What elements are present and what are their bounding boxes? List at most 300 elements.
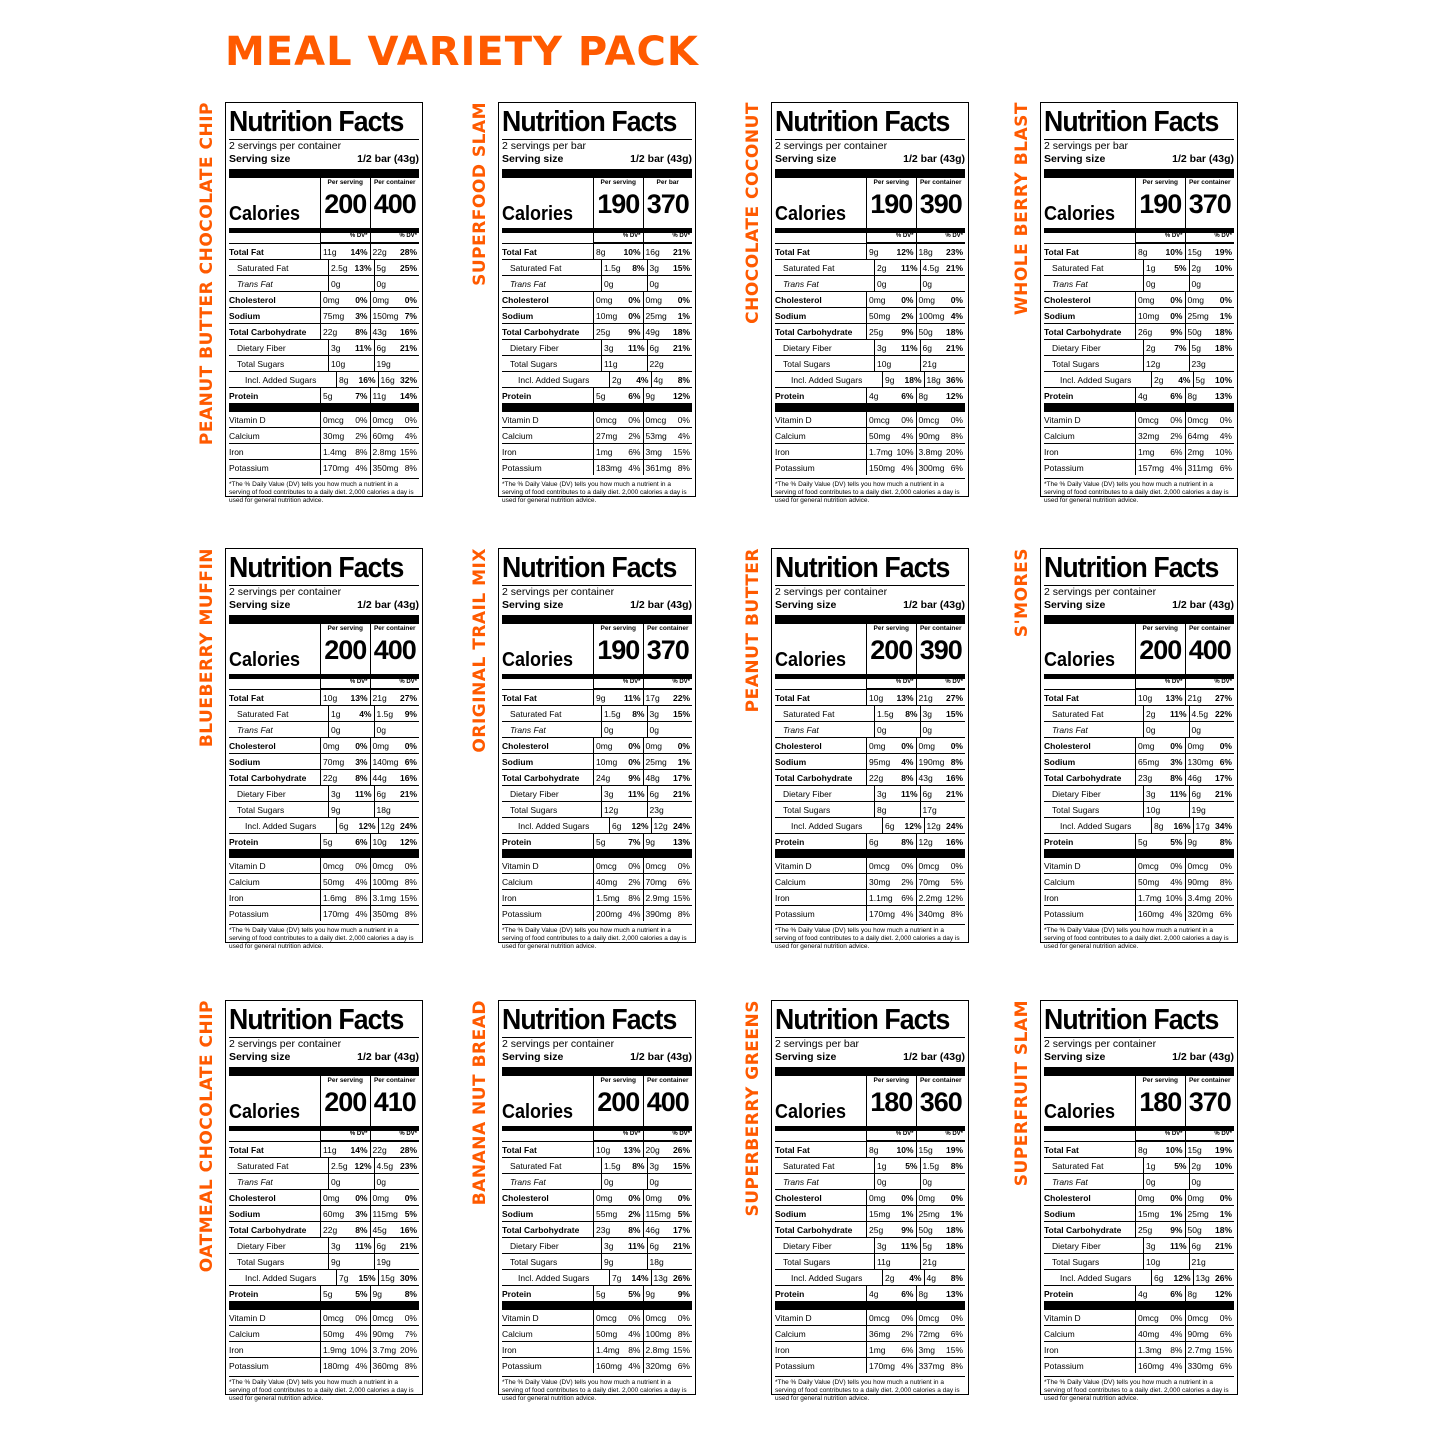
amount-per-serving: 1mg [1138,447,1155,457]
nutrition-facts-label [771,1000,969,1402]
amount-per-container: 6g [649,343,659,353]
vitamin-name: Calcium [502,877,533,887]
vitamin-row [775,857,965,873]
amount-per-serving: 0g [1146,1177,1156,1187]
dv-per-serving: 5% [1170,837,1183,847]
nutrient-row [229,1141,419,1157]
nutrient-name: Sodium [229,311,261,321]
vitamin-rows [502,411,692,475]
nutrient-name: Protein [1044,1289,1074,1299]
dv-per-container: 4% [1219,431,1232,441]
amount-per-serving: 36mg [869,1329,891,1339]
nutrient-name: Incl. Added Sugars [1060,821,1132,831]
amount-per-serving: 3g [1146,789,1156,799]
dv-per-serving: 0% [355,295,368,305]
calories-label: Calories [229,203,301,225]
amount-per-serving: 8g [1138,1145,1148,1155]
nutrition-facts-label [498,548,696,950]
dv-per-serving: 11% [354,789,372,799]
dv-per-serving: 11% [1169,709,1187,719]
nutrient-row [1044,1237,1234,1253]
nutrient-name: Protein [1044,837,1074,847]
amount-per-container: 3.4mg [1187,893,1212,903]
amount-per-serving: 0g [1146,725,1156,735]
vitamin-row [1044,443,1234,459]
amount-per-serving: 4g [869,1289,879,1299]
dv-per-container: 15% [672,1161,690,1171]
nutrient-row [229,833,419,849]
vitamin-rows [502,857,692,921]
dv-footnote: *The % Daily Value (DV) tells you how much a nutrient in a serving of food contributes to a daily diet. 2,000 calories a day is used for general nutrition advice. [229,924,419,951]
amount-per-container: 8g [1187,1289,1197,1299]
vitamin-name: Calcium [775,1329,806,1339]
amount-per-serving: 10mg [1138,311,1160,321]
dv-per-serving: 2% [1170,431,1183,441]
nutrient-name: Total Fat [229,247,264,257]
nutrient-row [775,689,965,705]
dv-per-serving: 11% [627,1241,645,1251]
calories-label: Calories [775,203,847,225]
nutrient-name: Trans Fat [510,1177,546,1187]
calories-label: Calories [1044,649,1116,671]
vitamin-name: Vitamin D [229,1313,266,1323]
nutrient-name: Sodium [502,311,534,321]
nutrient-name: Cholesterol [502,295,549,305]
amount-per-serving: 1.7mg [1138,893,1162,903]
amount-per-container: 3g [649,709,659,719]
dv-header: % DV* [643,679,693,689]
dv-per-container: 12% [945,893,963,903]
vitamin-row [775,873,965,889]
dv-per-serving: 13% [350,693,368,703]
serving-size-row [1044,153,1234,166]
vitamin-row [502,905,692,921]
nutrient-name: Sodium [775,1209,807,1219]
amount-per-container: 0mcg [372,1313,394,1323]
dv-per-serving: 4% [1178,375,1191,385]
vitamin-row [229,873,419,889]
vitamin-row [1044,411,1234,427]
vitamin-name: Iron [775,893,790,903]
amount-per-serving: 6g [339,821,349,831]
vitamin-rows [775,411,965,475]
amount-per-container: 0mg [372,741,390,751]
dv-per-container: 15% [945,709,963,719]
amount-per-container: 8g [918,1289,928,1299]
dv-per-serving: 13% [896,693,914,703]
amount-per-container: 6g [376,343,386,353]
dv-footnote: *The % Daily Value (DV) tells you how much a nutrient in a serving of food contributes to a daily diet. 2,000 calories a day is used for general nutrition advice. [229,1376,419,1403]
nutrient-name: Trans Fat [783,725,819,735]
dv-per-container: 12% [399,837,417,847]
per-serving-header: Per serving [873,1077,909,1084]
nutrient-name: Trans Fat [1052,1177,1088,1187]
amount-per-serving: 4g [1138,391,1148,401]
dv-per-serving: 4% [901,431,914,441]
serving-size-value: 1/2 bar (43g) [1172,153,1234,165]
amount-per-serving: 1.5g [604,1161,621,1171]
amount-per-serving: 0mcg [596,861,617,871]
dv-per-serving: 9% [628,327,641,337]
dv-header: % DV* [866,679,916,689]
dv-per-container: 0% [404,741,417,751]
nutrient-row [1044,1173,1234,1189]
amount-per-container: 0g [376,725,386,735]
amount-per-container: 330mg [1187,1361,1214,1371]
serving-size-value: 1/2 bar (43g) [630,1051,692,1063]
amount-per-serving: 0g [604,279,614,289]
vitamin-rows [1044,1309,1234,1373]
dv-per-serving: 10% [623,247,641,257]
nutrient-row [502,387,692,403]
amount-per-container: 0g [376,279,386,289]
amount-per-serving: 6g [612,821,622,831]
amount-per-serving: 1.3mg [1138,1345,1162,1355]
nutrition-facts-heading: Nutrition Facts [1044,1004,1219,1036]
nutrient-row [775,753,965,769]
dv-per-container: 5% [950,877,963,887]
dv-per-container: 36% [945,375,963,385]
amount-per-container: 17g [1195,821,1210,831]
amount-per-container: 21g [1191,1257,1206,1267]
amount-per-container: 3g [922,709,932,719]
dv-per-container: 6% [404,757,417,767]
amount-per-container: 15g [918,1145,933,1155]
amount-per-container: 5g [376,263,386,273]
amount-per-serving: 160mg [596,1361,622,1371]
nutrient-row [502,689,692,705]
dv-per-container: 14% [399,391,417,401]
amount-per-container: 90mg [372,1329,394,1339]
dv-per-container: 0% [404,295,417,305]
amount-per-container: 49g [645,327,660,337]
vitamin-name: Potassium [1044,909,1084,919]
vitamin-name: Iron [1044,1345,1059,1355]
nutrient-name: Saturated Fat [783,1161,835,1171]
serving-size-value: 1/2 bar (43g) [357,1051,419,1063]
amount-per-container: 25mg [1187,1209,1209,1219]
amount-per-serving: 0mcg [869,415,890,425]
flavor-label [1011,102,1033,502]
nutrient-name: Trans Fat [510,279,546,289]
page-title: MEAL VARIETY PACK [225,29,699,75]
nutrient-row [775,339,965,355]
amount-per-serving: 0mcg [596,1313,617,1323]
vitamin-name: Potassium [229,463,269,473]
servings-per-container: 2 servings per container [229,140,342,152]
nutrient-row [229,243,419,259]
amount-per-serving: 75mg [323,311,345,321]
dv-per-container: 9% [404,709,417,719]
nutrient-name: Saturated Fat [783,263,835,273]
nutrient-row [1044,1221,1234,1237]
amount-per-container: 4g [653,375,663,385]
amount-per-container: 0mg [645,295,663,305]
nutrient-row [502,737,692,753]
serving-size-label: Serving size [502,153,564,165]
amount-per-serving: 8g [339,375,349,385]
amount-per-container: 0g [1191,725,1201,735]
nutrient-row [229,721,419,737]
amount-per-serving: 5g [323,837,333,847]
nutrient-name: Dietary Fiber [1052,1241,1101,1251]
nutrient-row [775,1221,965,1237]
nutrient-name: Dietary Fiber [1052,343,1101,353]
dv-per-container: 10% [1214,1161,1232,1171]
amount-per-serving: 1mg [596,447,613,457]
vitamin-name: Iron [502,893,517,903]
amount-per-container: 8g [1187,391,1197,401]
amount-per-serving: 8g [1154,821,1164,831]
calories-label: Calories [229,649,301,671]
amount-per-serving: 1g [1146,263,1156,273]
nutrient-row [502,753,692,769]
dv-per-container: 8% [950,757,963,767]
amount-per-serving: 2g [1146,709,1156,719]
nutrient-row [775,387,965,403]
nutrient-row [1044,275,1234,291]
dv-per-container: 24% [672,821,690,831]
amount-per-container: 100mg [918,311,945,321]
amount-per-serving: 3g [604,1241,614,1251]
dv-per-container: 6% [677,877,690,887]
serving-size-value: 1/2 bar (43g) [1172,599,1234,611]
nutrient-rows [1044,1141,1234,1301]
dv-per-container: 8% [950,909,963,919]
dv-per-container: 8% [677,909,690,919]
nutrient-row [229,705,419,721]
nutrient-row [502,1205,692,1221]
nutrient-name: Total Carbohydrate [229,327,307,337]
nutrition-facts-label [498,1000,696,1402]
nutrient-row [502,817,692,833]
vitamin-name: Iron [775,447,790,457]
dv-per-serving: 8% [632,263,645,273]
amount-per-container: 0mcg [918,415,940,425]
dv-per-serving: 12% [631,821,649,831]
dv-per-container: 19% [945,1145,963,1155]
calories-per-container: 390 [919,635,962,665]
dv-per-serving: 16% [358,375,376,385]
dv-per-container: 4% [950,311,963,321]
per-container-header: Per container [919,179,962,186]
vitamin-row [502,1357,692,1373]
nutrient-name: Saturated Fat [1052,263,1104,273]
dv-per-serving: 5% [355,1289,368,1299]
amount-per-serving: 3g [1146,1241,1156,1251]
amount-per-serving: 22g [869,773,884,783]
amount-per-container: 12g [653,821,668,831]
vitamin-rows [775,1309,965,1373]
amount-per-serving: 3g [877,789,887,799]
dv-per-serving: 0% [628,741,641,751]
amount-per-container: 0mg [918,295,936,305]
nutrient-row [502,1173,692,1189]
nutrient-name: Sodium [229,1209,261,1219]
nutrient-name: Dietary Fiber [783,1241,832,1251]
dv-per-container: 8% [404,463,417,473]
amount-per-serving: 50mg [323,1329,345,1339]
dv-per-container: 26% [1214,1273,1232,1283]
vitamin-name: Calcium [229,877,260,887]
nutrient-row [1044,307,1234,323]
dv-per-serving: 2% [628,431,641,441]
amount-per-container: 3g [649,263,659,273]
nutrient-name: Incl. Added Sugars [791,1273,863,1283]
vitamin-name: Iron [229,893,244,903]
vitamin-name: Calcium [775,431,806,441]
dv-per-container: 18% [945,327,963,337]
amount-per-serving: 6g [869,837,879,847]
flavor-name: S'MORES [1012,548,1032,638]
dv-per-container: 10% [1214,375,1232,385]
amount-per-container: 50g [1187,1225,1202,1235]
per-serving-header: Per serving [600,1077,636,1084]
amount-per-serving: 9g [885,375,895,385]
dv-per-serving: 4% [628,909,641,919]
amount-per-container: 11g [372,391,387,401]
dv-per-container: 18% [1214,343,1232,353]
vitamin-name: Vitamin D [502,861,539,871]
vitamin-row [502,889,692,905]
dv-per-container: 0% [1219,415,1232,425]
nutrient-name: Total Carbohydrate [229,1225,307,1235]
amount-per-container: 0mcg [1187,415,1209,425]
amount-per-container: 9g [645,391,655,401]
per-container-header: Per container [919,625,962,632]
amount-per-container: 6g [1191,1241,1201,1251]
vitamin-rows [775,857,965,921]
amount-per-serving: 10g [1146,1257,1161,1267]
amount-per-container: 0g [922,279,932,289]
amount-per-container: 16g [380,375,395,385]
nutrient-row [229,785,419,801]
dv-per-serving: 5% [628,1289,641,1299]
vitamin-row [775,411,965,427]
amount-per-serving: 26g [1138,327,1153,337]
amount-per-serving: 0mg [1138,1193,1155,1203]
flavor-name: PEANUT BUTTER CHOCOLATE CHIP [197,102,217,446]
dv-per-container: 8% [1219,877,1232,887]
dv-per-serving: 1% [901,1209,914,1219]
dv-per-container: 6% [1219,463,1232,473]
amount-per-serving: 0g [604,725,614,735]
dv-per-container: 21% [1214,789,1232,799]
dv-footnote: *The % Daily Value (DV) tells you how much a nutrient in a serving of food contributes to a daily diet. 2,000 calories a day is used for general nutrition advice. [1044,1376,1234,1403]
amount-per-container: 5g [1191,343,1201,353]
amount-per-serving: 50mg [323,877,345,887]
dv-per-container: 21% [1214,1241,1232,1251]
per-container-header: Per container [646,1077,689,1084]
dv-per-container: 8% [677,463,690,473]
nutrition-facts-label [1040,1000,1238,1402]
dv-per-serving: 4% [1170,463,1183,473]
amount-per-serving: 23g [1138,773,1153,783]
amount-per-container: 6g [649,789,659,799]
flavor-label [742,102,764,502]
amount-per-serving: 5g [596,391,606,401]
amount-per-container: 50g [918,327,933,337]
dv-per-container: 15% [672,447,690,457]
nutrient-row [775,769,965,785]
nutrition-facts-heading: Nutrition Facts [502,1004,677,1036]
dv-per-serving: 6% [901,1289,914,1299]
nutrient-name: Cholesterol [775,1193,822,1203]
amount-per-serving: 30mg [869,877,891,887]
amount-per-container: 340mg [918,909,945,919]
nutrient-row [229,291,419,307]
nutrient-row [502,339,692,355]
dv-per-container: 0% [404,1193,417,1203]
dv-per-container: 7% [404,1329,417,1339]
amount-per-container: 21g [922,359,937,369]
nutrient-row [1044,291,1234,307]
vitamin-rows [229,1309,419,1373]
dv-per-container: 19% [1214,247,1232,257]
amount-per-serving: 2g [1154,375,1164,385]
amount-per-serving: 10g [331,359,346,369]
nutrient-name: Sodium [1044,757,1076,767]
amount-per-container: 9g [645,837,655,847]
amount-per-container: 17g [922,805,937,815]
dv-per-serving: 6% [901,391,914,401]
amount-per-container: 5g [922,1241,932,1251]
nutrient-rows [502,243,692,403]
nutrient-name: Incl. Added Sugars [245,821,317,831]
amount-per-container: 115mg [645,1209,671,1219]
dv-per-container: 28% [399,247,417,257]
amount-per-serving: 27mg [596,431,618,441]
calories-per-serving: 200 [597,1087,640,1117]
dv-per-serving: 14% [350,247,368,257]
calories-per-container: 370 [646,635,689,665]
dv-footnote: *The % Daily Value (DV) tells you how much a nutrient in a serving of food contributes to a daily diet. 2,000 calories a day is used for general nutrition advice. [502,924,692,951]
dv-per-serving: 2% [355,431,368,441]
per-container-header: Per container [646,625,689,632]
calories-per-container: 370 [1188,1087,1231,1117]
nutrition-panel [197,1000,485,1402]
vitamin-name: Potassium [502,463,542,473]
nutrition-panel [197,102,485,504]
nutrient-row [1044,355,1234,371]
nutrient-name: Saturated Fat [1052,709,1104,719]
amount-per-container: 23g [1191,359,1206,369]
nutrient-row [1044,769,1234,785]
calories-per-container: 360 [919,1087,962,1117]
nutrition-facts-label [1040,102,1238,504]
per-serving-header: Per serving [327,625,363,632]
per-container-header: Per container [1188,1077,1231,1084]
dv-per-serving: 8% [1170,773,1183,783]
dv-per-container: 8% [1219,837,1232,847]
amount-per-serving: 160mg [1138,1361,1164,1371]
dv-per-serving: 11% [900,263,918,273]
nutrient-rows [502,689,692,849]
amount-per-serving: 3g [331,789,341,799]
amount-per-container: 5g [1195,375,1205,385]
vitamin-name: Potassium [1044,463,1084,473]
dv-per-container: 1% [677,757,690,767]
vitamin-row [775,427,965,443]
amount-per-container: 6g [922,789,932,799]
amount-per-container: 0g [1191,279,1201,289]
amount-per-serving: 1.4mg [323,447,347,457]
calories-per-container: 400 [646,1087,689,1117]
dv-per-container: 6% [1219,909,1232,919]
per-serving-header: Per serving [327,1077,363,1084]
nutrient-rows [229,689,419,849]
amount-per-serving: 170mg [869,1361,895,1371]
